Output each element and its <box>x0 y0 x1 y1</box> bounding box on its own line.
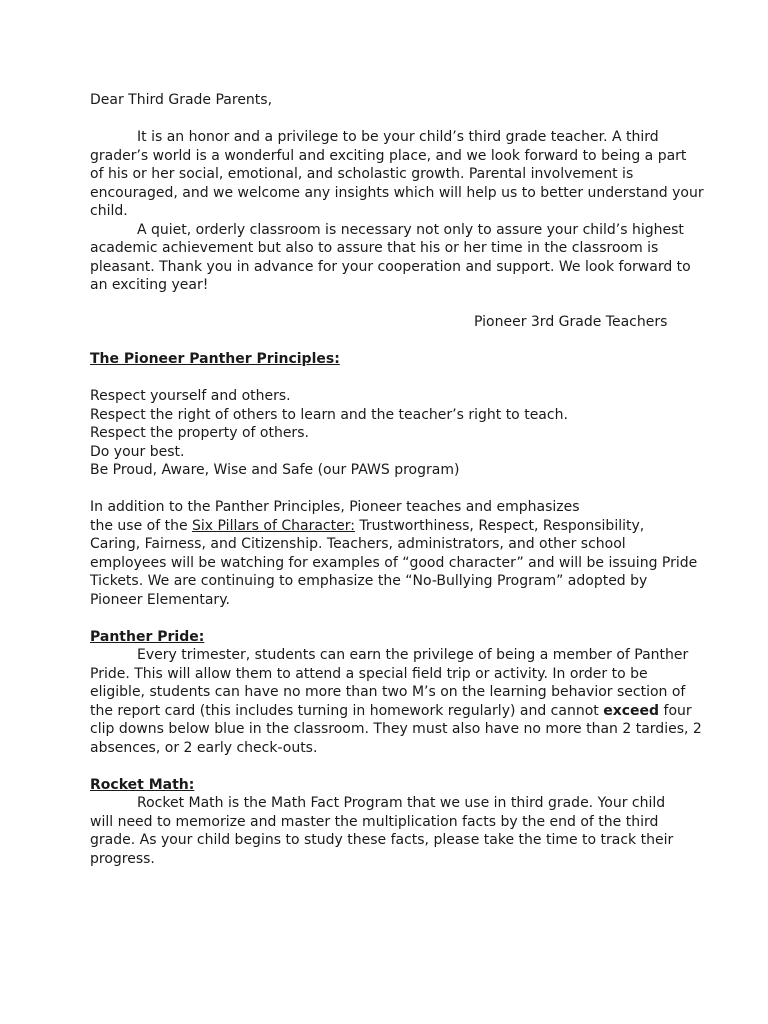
text-line <box>90 702 708 721</box>
text-line: grader’s world is a wonderful and exciting place, and we look forward to being a part <box>90 147 687 164</box>
spacer <box>90 480 708 499</box>
text-span: the use of the <box>90 517 193 534</box>
text-line: employees will be watching for examples of “good character” and will be issuing Pride <box>90 554 698 571</box>
spacer <box>90 332 708 351</box>
text-line: absences, or 2 early check-outs. <box>90 739 318 756</box>
character-paragraph <box>90 498 708 609</box>
intro-paragraph-2 <box>90 221 708 295</box>
spacer <box>90 110 708 129</box>
rocket-math-paragraph <box>90 794 708 868</box>
principles-heading: The Pioneer Panther Principles: <box>90 351 340 367</box>
text-line: child. <box>90 203 128 219</box>
text-line: Every trimester, students can earn the privilege of being a member of Panther <box>137 647 689 663</box>
principle-item: Respect the property of others. <box>90 425 309 441</box>
text-line: grade. As your child begins to study these facts, please take the time to track their <box>90 832 674 848</box>
principles-list <box>90 387 708 480</box>
text-line: of his or her social, emotional, and scholastic growth. Parental involvement is <box>90 166 634 182</box>
spacer <box>90 295 708 314</box>
text-line: Tickets. We are continuing to emphasize the “No-Bullying Program” adopted by <box>90 573 648 589</box>
text-line: It is an honor and a privilege to be your child’s third grade teacher. A third <box>137 129 659 145</box>
text-line: In addition to the Panther Principles, Pioneer teaches and emphasizes <box>90 499 580 515</box>
text-line: pleasant. Thank you in advance for your cooperation and support. We look forward to <box>90 258 691 275</box>
text-line: Caring, Fairness, and Citizenship. Teachers, administrators, and other school <box>90 536 626 552</box>
exceed-emphasis: exceed <box>603 702 660 719</box>
principle-item: Respect yourself and others. <box>90 388 291 404</box>
spacer <box>90 369 708 388</box>
text-span: the report card (this includes turning in homework regularly) and cannot <box>90 702 604 719</box>
spacer <box>90 609 708 628</box>
text-line: an exciting year! <box>90 277 209 293</box>
intro-paragraph-1 <box>90 128 708 221</box>
spacer <box>90 757 708 776</box>
text-line <box>90 517 708 536</box>
text-span: Trustworthiness, Respect, Responsibility, <box>354 517 645 534</box>
text-line: A quiet, orderly classroom is necessary not only to assure your child’s highest <box>137 221 684 238</box>
text-line: eligible, students can have no more than two M’s on the learning behavior section of <box>90 684 686 700</box>
panther-pride-paragraph <box>90 646 708 757</box>
principle-item: Be Proud, Aware, Wise and Safe (our PAWS program) <box>90 462 460 478</box>
text-line: encouraged, and we welcome any insights which will help us to better understand your <box>90 184 704 201</box>
rocket-math-heading: Rocket Math: <box>90 776 195 793</box>
text-line: Pride. This will allow them to attend a special field trip or activity. In order to be <box>90 665 648 682</box>
letter-page <box>90 91 708 868</box>
text-line: clip downs below blue in the classroom. They must also have no more than 2 tardies, 2 <box>90 721 702 737</box>
text-span: four <box>659 702 692 719</box>
panther-pride-heading: Panther Pride: <box>90 628 205 645</box>
text-line: Rocket Math is the Math Fact Program that we use in third grade. Your child <box>137 795 666 811</box>
text-line: progress. <box>90 850 155 867</box>
text-line: Pioneer Elementary. <box>90 591 230 608</box>
text-line: academic achievement but also to assure that his or her time in the classroom is <box>90 240 659 256</box>
six-pillars-term: Six Pillars of Character: <box>192 517 355 534</box>
signature: Pioneer 3rd Grade Teachers <box>474 314 668 330</box>
principle-item: Respect the right of others to learn and the teacher’s right to teach. <box>90 406 568 423</box>
principle-item: Do your best. <box>90 443 185 460</box>
text-line: will need to memorize and master the multiplication facts by the end of the third <box>90 813 659 830</box>
greeting: Dear Third Grade Parents, <box>90 92 273 108</box>
